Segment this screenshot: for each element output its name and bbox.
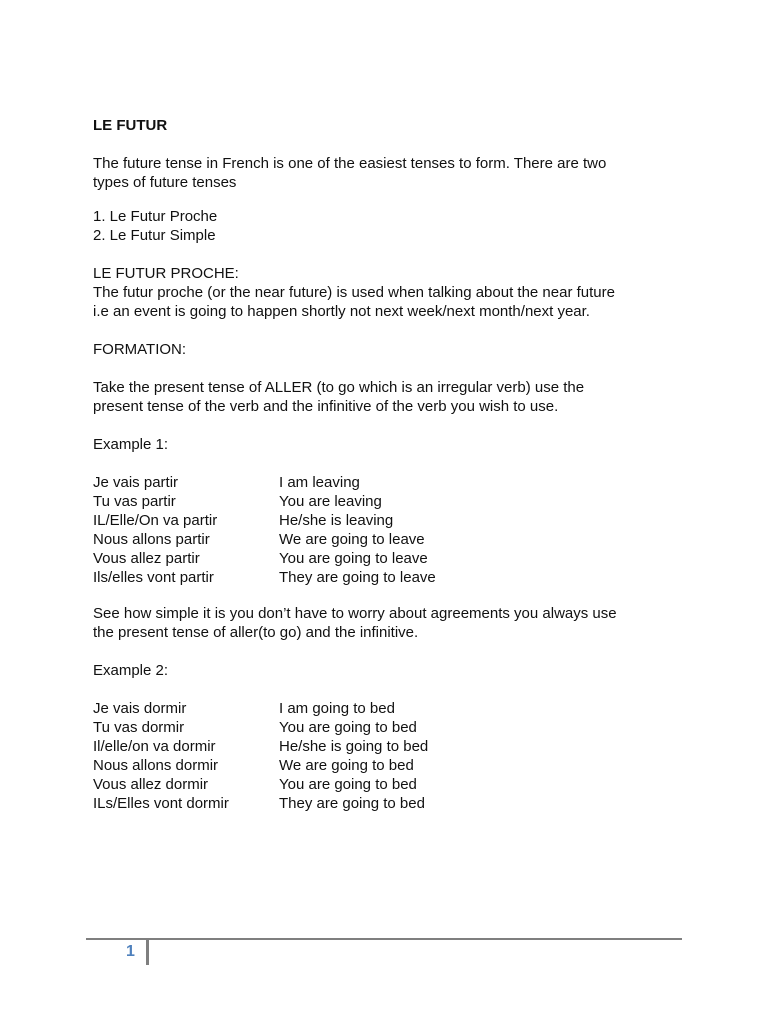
formation-line-1: Take the present tense of ALLER (to go which is an irregular verb) use the — [93, 379, 585, 396]
french-cell: Je vais partir — [93, 474, 179, 491]
list-item-futur-proche: 1. Le Futur Proche — [93, 208, 218, 225]
french-cell: Tu vas dormir — [93, 719, 185, 736]
futur-proche-line-1: The futur proche (or the near future) is used when talking about the near future — [93, 284, 615, 301]
table-row — [93, 568, 693, 587]
section-heading-futur-proche: LE FUTUR PROCHE: — [93, 265, 239, 282]
footer-divider — [146, 940, 149, 965]
example-2-label: Example 2: — [93, 662, 169, 679]
note-line-2: the present tense of aller(to go) and the infinitive. — [93, 624, 419, 641]
english-cell: We are going to leave — [279, 531, 425, 548]
english-cell: They are going to leave — [279, 569, 436, 586]
list-item-futur-simple: 2. Le Futur Simple — [93, 227, 216, 244]
english-cell: You are going to bed — [279, 776, 417, 793]
french-cell: Vous allez dormir — [93, 776, 209, 793]
intro-line-2: types of future tenses — [93, 174, 237, 191]
french-cell: Tu vas partir — [93, 493, 176, 510]
french-cell: Ils/elles vont partir — [93, 569, 214, 586]
table-row — [93, 794, 693, 813]
english-cell: You are going to bed — [279, 719, 417, 736]
intro-line-1: The future tense in French is one of the easiest tenses to form. There are two — [93, 155, 607, 172]
english-cell: He/she is leaving — [279, 512, 394, 529]
english-cell: They are going to bed — [279, 795, 425, 812]
table-row — [93, 756, 693, 775]
french-cell: ILs/Elles vont dormir — [93, 795, 229, 812]
french-cell: Nous allons dormir — [93, 757, 219, 774]
table-row — [93, 699, 693, 718]
formation-line-2: present tense of the verb and the infinitive of the verb you wish to use. — [93, 398, 559, 415]
english-cell: You are going to leave — [279, 550, 428, 567]
example-2-table — [93, 699, 693, 813]
table-row — [93, 775, 693, 794]
futur-proche-line-2: i.e an event is going to happen shortly not next week/next month/next year. — [93, 303, 590, 320]
english-cell: You are leaving — [279, 493, 382, 510]
table-row — [93, 473, 693, 492]
english-cell: I am going to bed — [279, 700, 395, 717]
english-cell: I am leaving — [279, 474, 360, 491]
french-cell: Vous allez partir — [93, 550, 200, 567]
page-number: 1 — [126, 943, 135, 960]
table-row — [93, 549, 693, 568]
example-1-label: Example 1: — [93, 436, 169, 453]
document-body — [93, 116, 693, 813]
english-cell: We are going to bed — [279, 757, 414, 774]
french-cell: Il/elle/on va dormir — [93, 738, 216, 755]
note-line-1: See how simple it is you don’t have to worry about agreements you always use — [93, 605, 617, 622]
french-cell: Nous allons partir — [93, 531, 210, 548]
section-heading-formation: FORMATION: — [93, 341, 187, 358]
table-row — [93, 492, 693, 511]
english-cell: He/she is going to bed — [279, 738, 429, 755]
table-row — [93, 511, 693, 530]
document-title: LE FUTUR — [93, 117, 168, 134]
table-row — [93, 718, 693, 737]
example-1-table — [93, 473, 693, 587]
table-row — [93, 530, 693, 549]
footer-rule — [86, 938, 682, 940]
french-cell: Je vais dormir — [93, 700, 187, 717]
french-cell: IL/Elle/On va partir — [93, 512, 218, 529]
table-row — [93, 737, 693, 756]
